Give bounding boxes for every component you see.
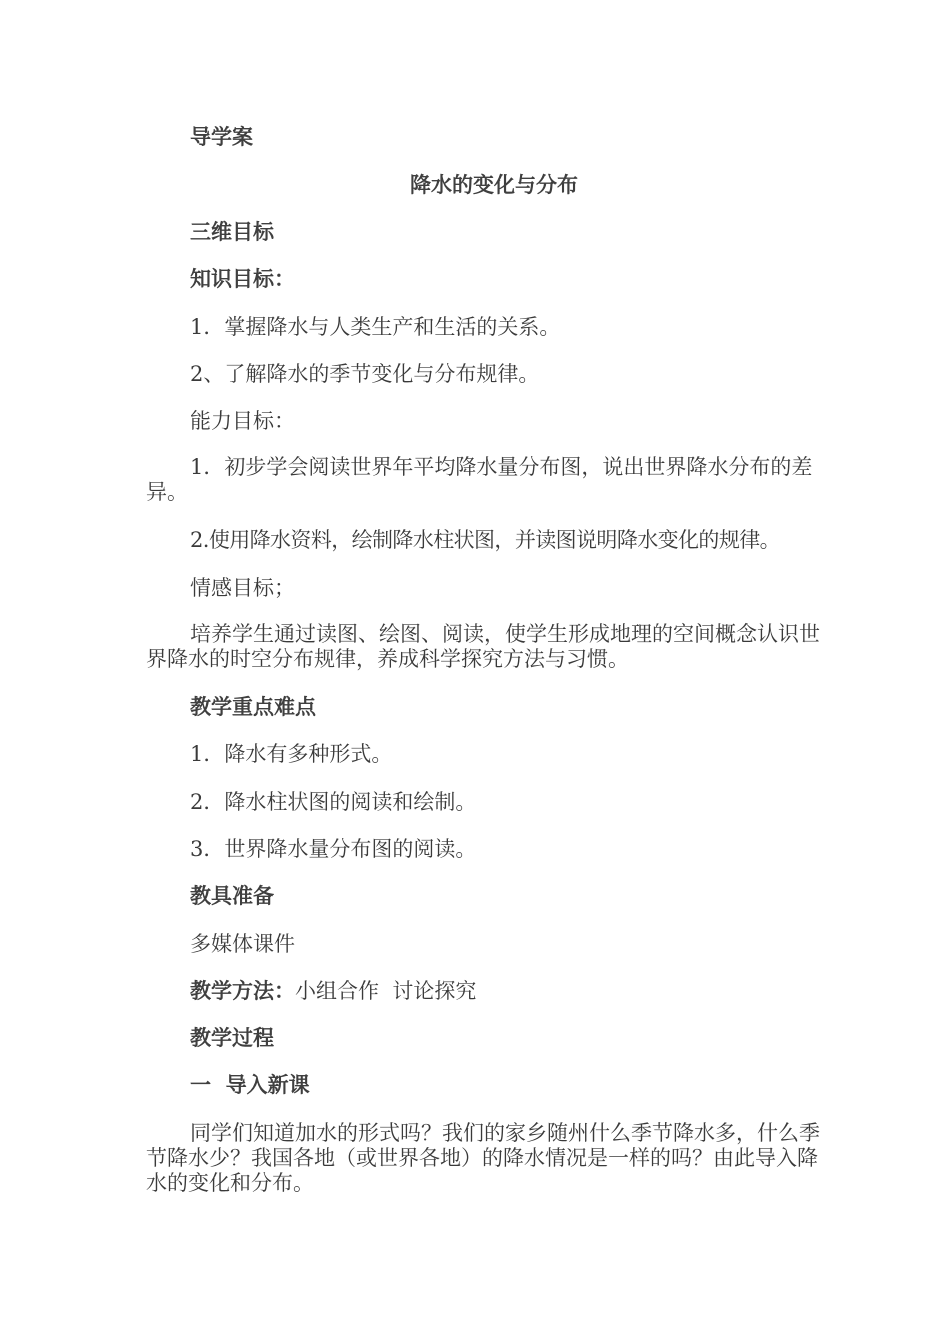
teaching-method-heading: 教学方法： [190,979,295,1003]
emotion-goal-text: 培养学生通过读图、绘图、阅读，使学生形成地理的空间概念认识世界降水的时空分布规律，养成科学探究方法与习惯。 [146,622,820,671]
teaching-method-line [190,978,476,1004]
teaching-method-text: 小组合作 讨论探究 [295,979,477,1003]
emotion-goals-heading: 情感目标； [190,576,295,600]
document-title: 降水的变化与分布 [410,173,578,197]
knowledge-goal-2: 2、了解降水的季节变化与分布规律。 [190,362,540,386]
ability-goals-heading: 能力目标： [190,409,295,433]
intro-heading: 一 导入新课 [190,1073,310,1097]
section-heading-goals: 三维目标 [190,220,274,244]
ability-goal-2: 2.使用降水资料，绘制降水柱状图，并读图说明降水变化的规律。 [190,528,781,552]
tools-heading: 教具准备 [190,884,274,908]
tools-text: 多媒体课件 [190,932,295,956]
keypoint-2: 2．降水柱状图的阅读和绘制。 [190,790,477,814]
ability-goal-1: 1．初步学会阅读世界年平均降水量分布图，说出世界降水分布的差异。 [146,455,813,504]
knowledge-goal-1: 1．掌握降水与人类生产和生活的关系。 [190,315,561,339]
keypoint-3: 3．世界降水量分布图的阅读。 [190,837,477,861]
document-label: 导学案 [190,125,253,149]
process-heading: 教学过程 [190,1026,274,1050]
keypoint-1: 1．降水有多种形式。 [190,742,393,766]
intro-text: 同学们知道加水的形式吗？我们的家乡随州什么季节降水多，什么季节降水少？我国各地（或世界各地）的降水情况是一样的吗？由此导入降水的变化和分布。 [146,1121,820,1195]
knowledge-goals-heading: 知识目标： [190,267,295,291]
keypoints-heading: 教学重点难点 [190,695,316,719]
